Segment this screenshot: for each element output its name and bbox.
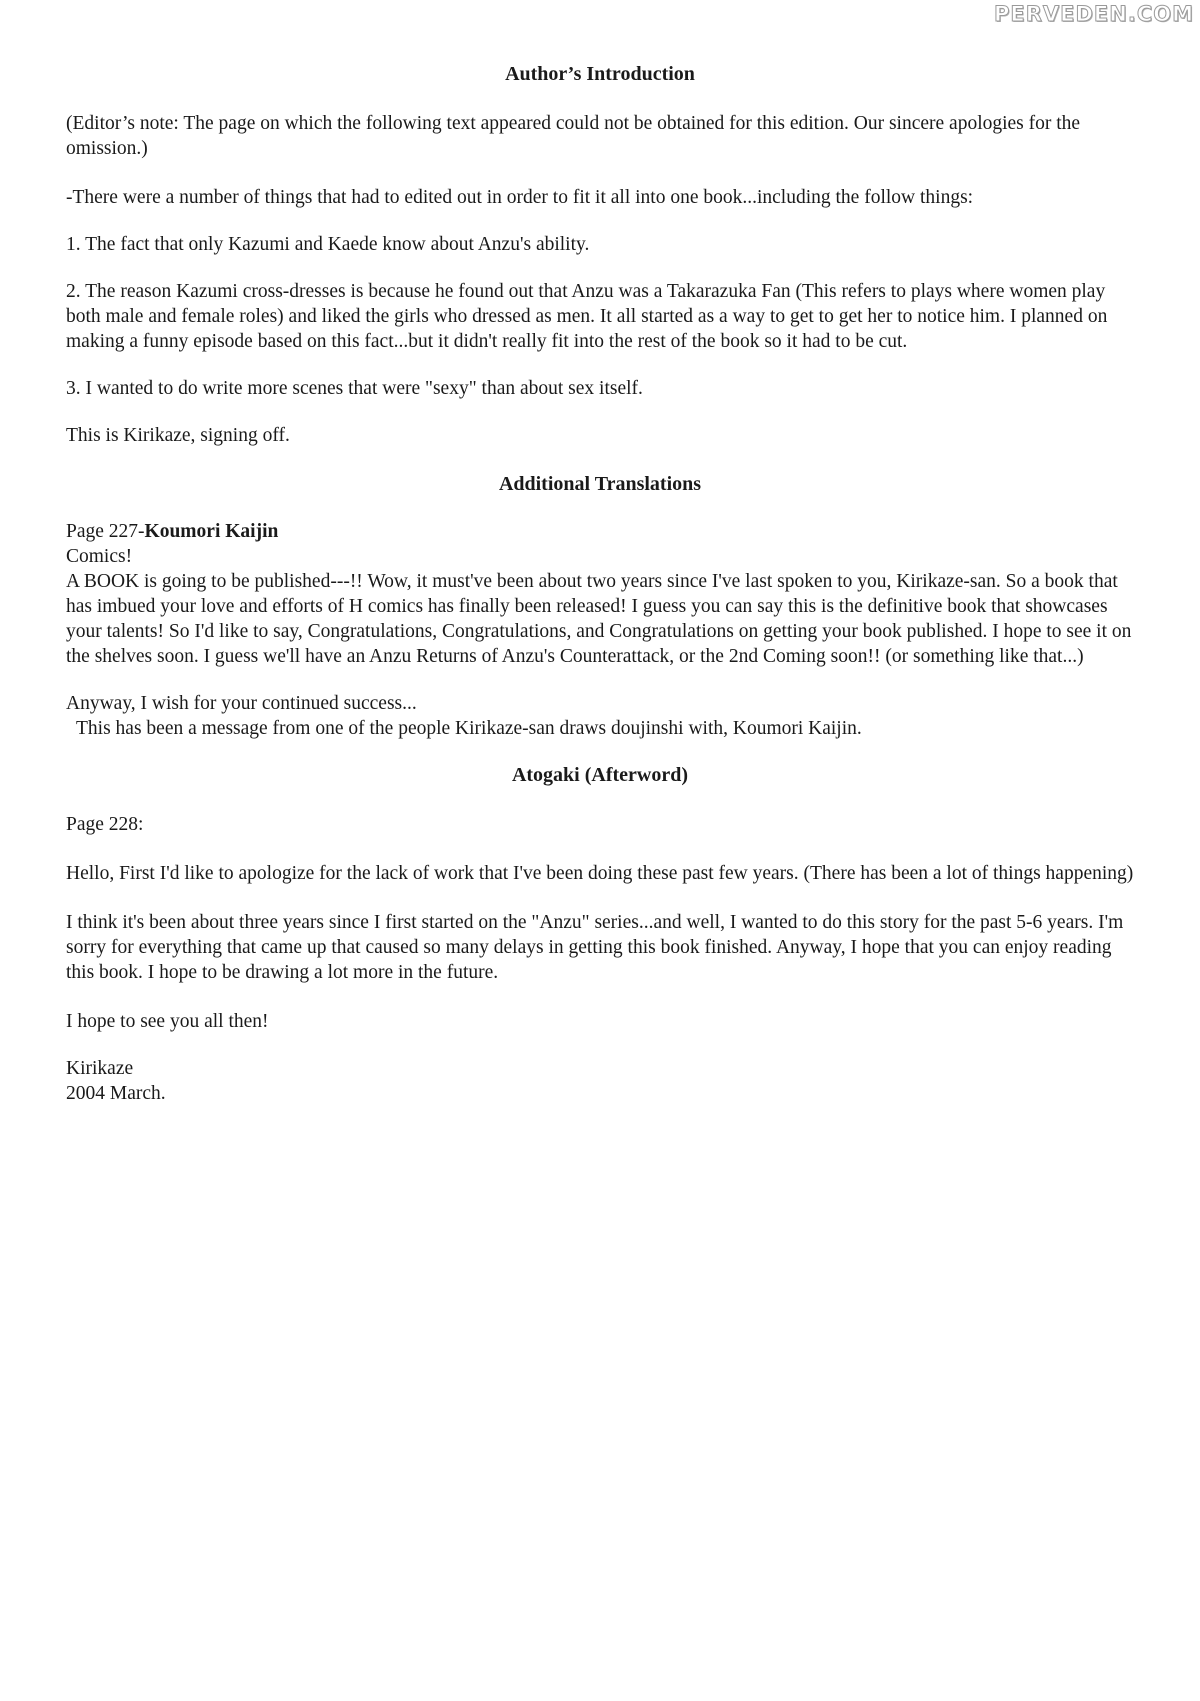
authors-introduction-heading: Author’s Introduction — [505, 63, 695, 85]
page-228-label: Page 228: — [66, 814, 144, 835]
edited-out-lead: -There were a number of things that had to edited out in order to fit it all into one book...including the follow things: — [66, 187, 974, 208]
afterword-paragraph-3: I hope to see you all then! — [66, 1011, 269, 1032]
editor-note: (Editor’s note: The page on which the following text appeared could not be obtained for this edition. Our sincere apologies for the omission.) — [66, 113, 1081, 159]
list-item: 1. The fact that only Kazumi and Kaede know about Anzu's ability. — [66, 234, 590, 255]
list-item: 2. The reason Kazumi cross-dresses is because he found out that Anzu was a Takarazuka Fan (This refers to plays where women play both male and female roles) and liked the girls who dressed as men. It all started as a way to get to get her to notice him. I planned on making a funny episode based on this fact...but it didn't really fit into the rest of the book so it had to be cut. — [66, 281, 1108, 352]
page-227-line — [66, 519, 1134, 544]
list-item: 3. I wanted to do write more scenes that were "sexy" than about sex itself. — [66, 378, 643, 399]
document-page — [66, 62, 1134, 1106]
site-watermark: PERVEDEN.COM — [994, 2, 1194, 26]
page-227-prefix: Page 227- — [66, 521, 145, 542]
afterword-paragraph-1: Hello, First I'd like to apologize for the lack of work that I've been doing these past few years. (There has been a lot of things happening) — [66, 863, 1134, 884]
koumori-kaijin-name: Koumori Kaijin — [144, 521, 279, 542]
signature-date: 2004 March. — [66, 1083, 166, 1104]
afterword-heading: Atogaki (Afterword) — [511, 764, 689, 786]
koumori-message: A BOOK is going to be published---!! Wow, it must've been about two years since I've last spoken to you, Kirikaze-san. So a book that has imbued your love and efforts of H comics has finally been released! I guess you can say this is the definitive book that showcases your talents! So I'd like to say, Congratulations, Congratulations, and Congratulations on getting your book published. I hope to see it on the shelves soon. I guess we'll have an Anzu Returns of Anzu's Counterattack, or the 2nd Coming soon!! (or something like that...) — [66, 571, 1132, 667]
comics-line: Comics! — [66, 546, 133, 567]
wish-line: Anyway, I wish for your continued success... — [66, 693, 417, 714]
afterword-paragraph-2: I think it's been about three years since I first started on the "Anzu" series...and well, I wanted to do this story for the past 5-6 years. I'm sorry for everything that came up that caused so many delays in getting this book finished. Anyway, I hope that you can enjoy reading this book. I hope to be drawing a lot more in the future. — [66, 912, 1124, 983]
koumori-closing: This has been a message from one of the people Kirikaze-san draws doujinshi with, Koumori Kaijin. — [76, 718, 862, 739]
additional-translations-heading: Additional Translations — [498, 473, 702, 495]
signature-name: Kirikaze — [66, 1058, 134, 1079]
author-signoff: This is Kirikaze, signing off. — [66, 425, 290, 446]
